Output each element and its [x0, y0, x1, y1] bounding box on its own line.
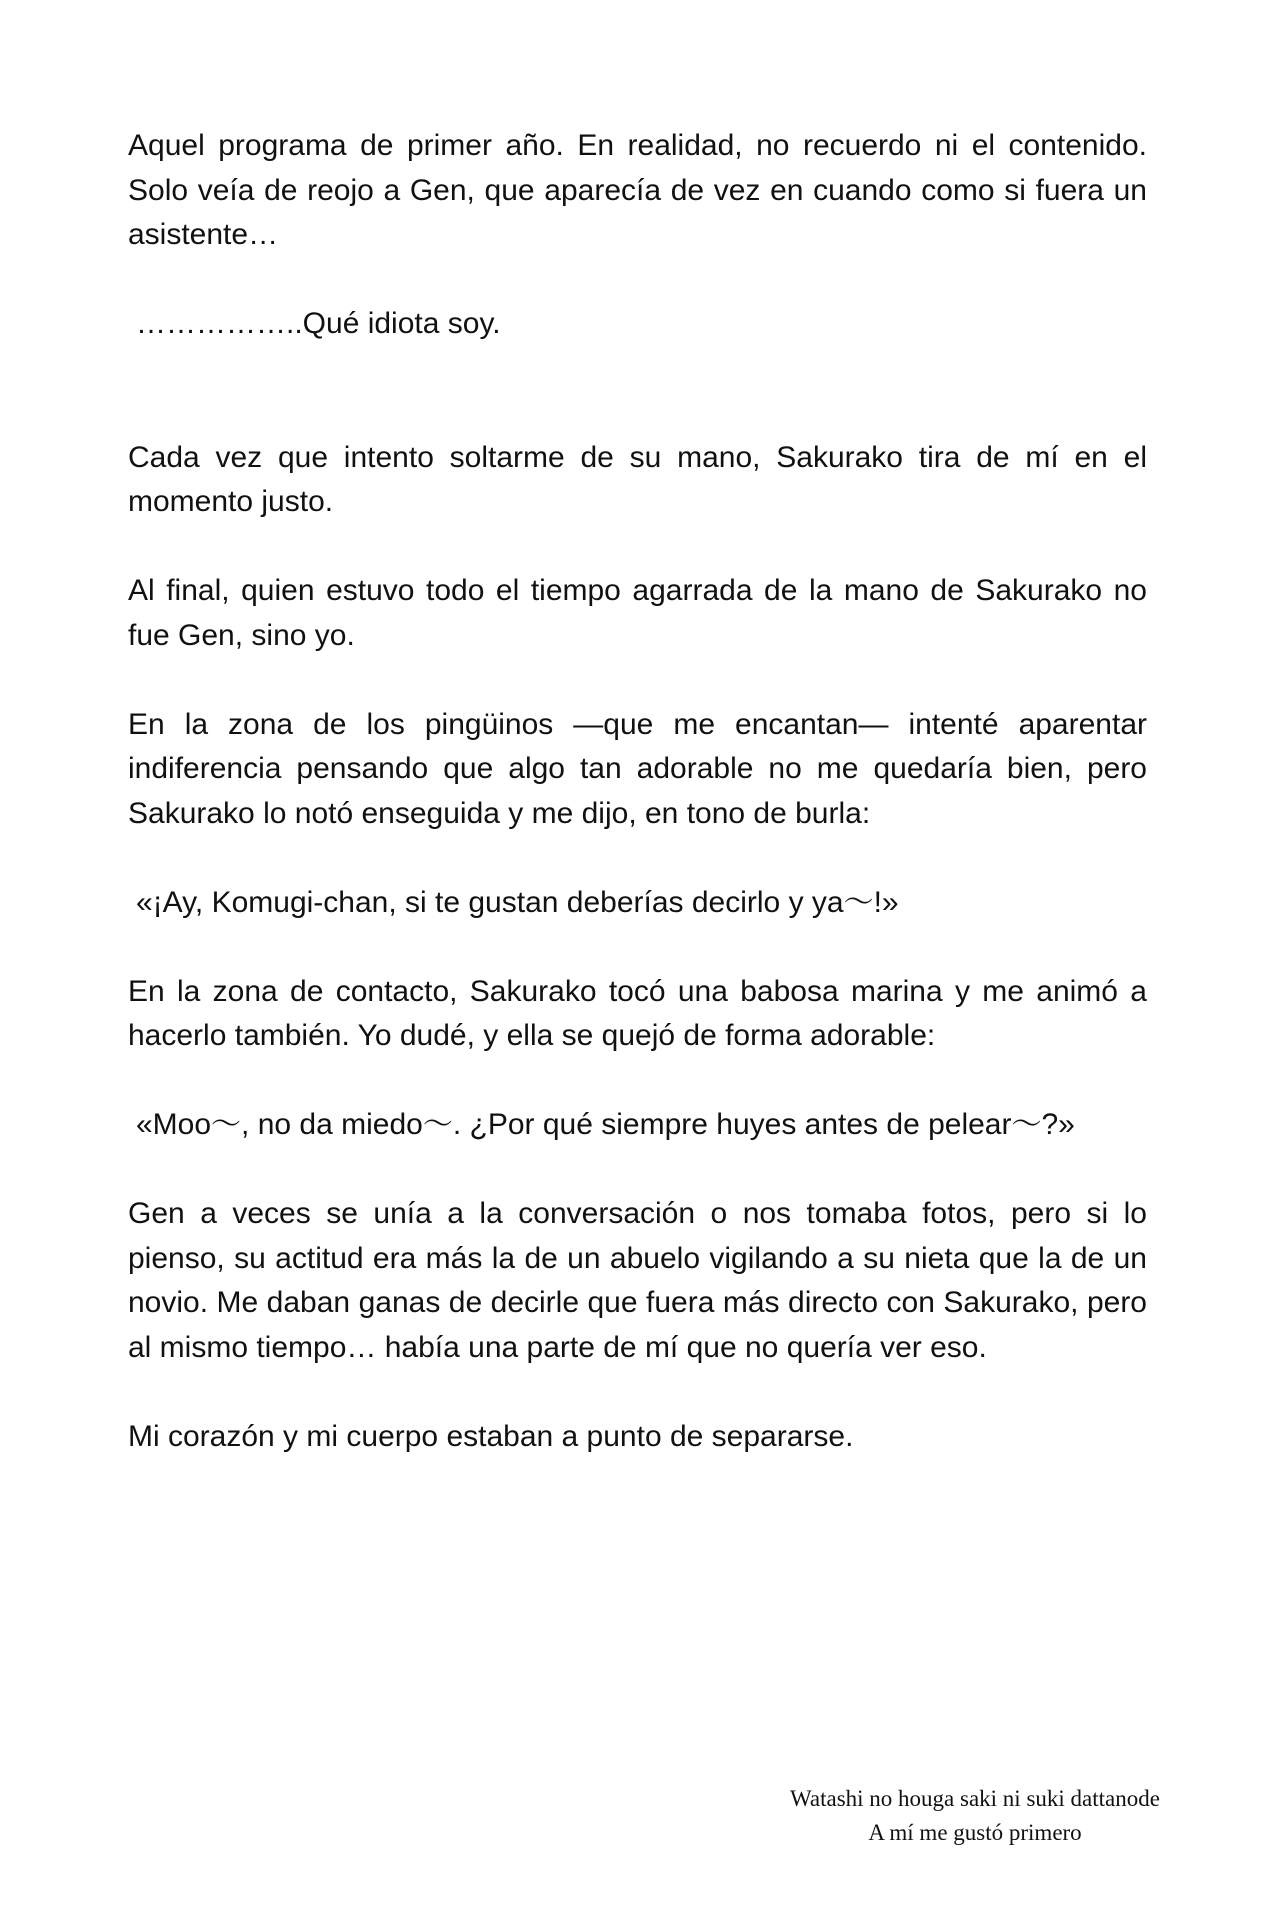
footer-title-spanish: A mí me gustó primero — [868, 1820, 1082, 1845]
footer-title-romaji: Watashi no houga saki ni suki dattanode — [790, 1786, 1160, 1811]
paragraph: Cada vez que intento soltarme de su mano, Sakurako tira de mí en el momento justo. — [128, 440, 1147, 518]
paragraph: Al final, quien estuvo todo el tiempo agarrada de la mano de Sakurako no fue Gen, sino yo. — [128, 574, 1147, 652]
paragraph: En la zona de los pingüinos —que me encantan— intenté aparentar indiferencia pensando que algo tan adorable no me quedaría bien, pero Sakurako lo notó enseguida y me dijo, en tono de burla: — [128, 707, 1147, 830]
paragraph: Mi corazón y mi cuerpo estaban a punto de separarse. — [128, 1419, 854, 1453]
dialogue-paragraph: «Moo〜, no da miedo〜. ¿Por qué siempre huyes antes de pelear〜?» — [136, 1108, 1075, 1141]
page-footer — [740, 1782, 1210, 1850]
paragraph: Gen a veces se unía a la conversación o nos tomaba fotos, pero si lo pienso, su actitud era más la de un abuelo vigilando a su nieta que la de un novio. Me daban ganas de decirle que fuera más directo con Sakurako, pero al mismo tiempo… había una parte de mí que no quería ver eso. — [128, 1197, 1147, 1364]
paragraph: Aquel programa de primer año. En realidad, no recuerdo ni el contenido. Solo veía de reojo a Gen, que aparecía de vez en cuando como si fuera un asistente… — [128, 129, 1147, 251]
dialogue-paragraph: «¡Ay, Komugi-chan, si te gustan deberías decirlo y ya〜!» — [136, 885, 899, 919]
page-body — [128, 124, 1147, 1504]
paragraph: En la zona de contacto, Sakurako tocó una babosa marina y me animó a hacerlo también. Yo dudé, y ella se quejó de forma adorable: — [128, 974, 1147, 1052]
paragraph: ……………..Qué idiota soy. — [136, 307, 501, 340]
